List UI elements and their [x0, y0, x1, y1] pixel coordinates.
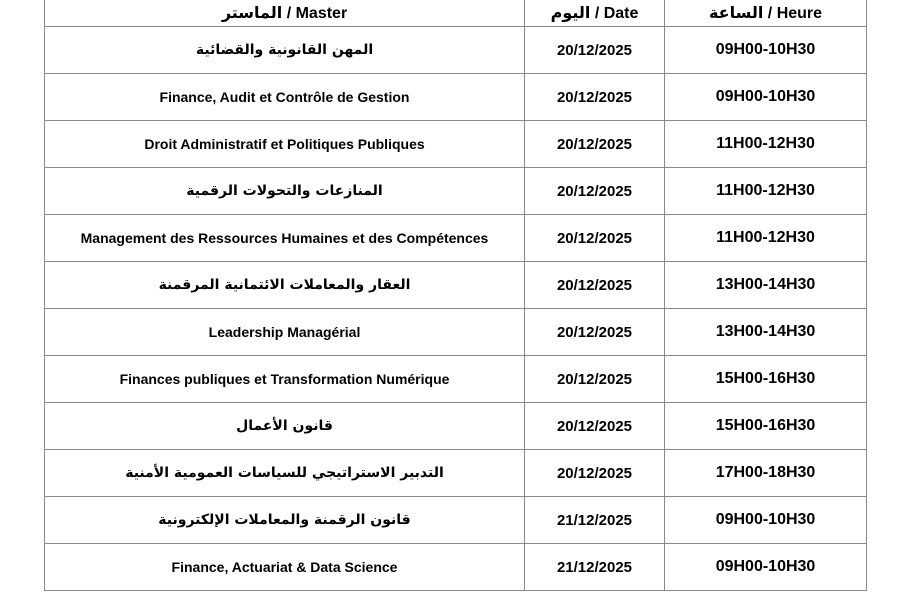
master-program-cell: التدبير الاستراتيجي للسياسات العمومية الأمنية: [45, 450, 525, 497]
exam-time-cell: 11H00-12H30: [665, 121, 867, 168]
master-program-cell: قانون الأعمال: [45, 403, 525, 450]
table-row: [45, 450, 867, 497]
table-row: [45, 309, 867, 356]
table-row: [45, 215, 867, 262]
master-program-cell: Droit Administratif et Politiques Publiques: [45, 121, 525, 168]
exam-date-cell: 21/12/2025: [525, 497, 665, 544]
table-row: [45, 544, 867, 591]
exam-date-cell: 20/12/2025: [525, 215, 665, 262]
exam-date-cell: 20/12/2025: [525, 403, 665, 450]
table-row: [45, 168, 867, 215]
exam-date-cell: 20/12/2025: [525, 262, 665, 309]
master-column-header: الماستر / Master: [45, 0, 525, 27]
exam-date-cell: 20/12/2025: [525, 168, 665, 215]
master-program-cell: المنازعات والتحولات الرقمية: [45, 168, 525, 215]
master-program-cell: Finance, Audit et Contrôle de Gestion: [45, 74, 525, 121]
table-row: [45, 403, 867, 450]
master-program-cell: Leadership Managérial: [45, 309, 525, 356]
exam-time-cell: 13H00-14H30: [665, 309, 867, 356]
exam-time-cell: 09H00-10H30: [665, 497, 867, 544]
master-program-cell: العقار والمعاملات الائتمانية المرقمنة: [45, 262, 525, 309]
table-row: [45, 74, 867, 121]
master-program-cell: قانون الرقمنة والمعاملات الإلكترونية: [45, 497, 525, 544]
exam-time-cell: 09H00-10H30: [665, 74, 867, 121]
exam-date-cell: 20/12/2025: [525, 309, 665, 356]
exam-schedule-table: [44, 0, 867, 591]
exam-time-cell: 11H00-12H30: [665, 168, 867, 215]
exam-date-cell: 20/12/2025: [525, 74, 665, 121]
date-column-header: اليوم / Date: [525, 0, 665, 27]
exam-time-cell: 11H00-12H30: [665, 215, 867, 262]
master-program-cell: Finance, Actuariat & Data Science: [45, 544, 525, 591]
exam-date-cell: 21/12/2025: [525, 544, 665, 591]
exam-date-cell: 20/12/2025: [525, 356, 665, 403]
time-column-header: الساعة / Heure: [665, 0, 867, 27]
exam-time-cell: 17H00-18H30: [665, 450, 867, 497]
master-program-cell: المهن القانونية والقضائية: [45, 27, 525, 74]
table-row: [45, 262, 867, 309]
table-row: [45, 497, 867, 544]
table-row: [45, 27, 867, 74]
exam-date-cell: 20/12/2025: [525, 121, 665, 168]
exam-date-cell: 20/12/2025: [525, 450, 665, 497]
exam-time-cell: 09H00-10H30: [665, 544, 867, 591]
exam-time-cell: 15H00-16H30: [665, 403, 867, 450]
table-row: [45, 356, 867, 403]
header-row: [45, 0, 867, 27]
exam-date-cell: 20/12/2025: [525, 27, 665, 74]
exam-time-cell: 13H00-14H30: [665, 262, 867, 309]
exam-time-cell: 15H00-16H30: [665, 356, 867, 403]
schedule-rows: [45, 27, 867, 591]
master-program-cell: Finances publiques et Transformation Numérique: [45, 356, 525, 403]
master-program-cell: Management des Ressources Humaines et des Compétences: [45, 215, 525, 262]
exam-time-cell: 09H00-10H30: [665, 27, 867, 74]
table-row: [45, 121, 867, 168]
